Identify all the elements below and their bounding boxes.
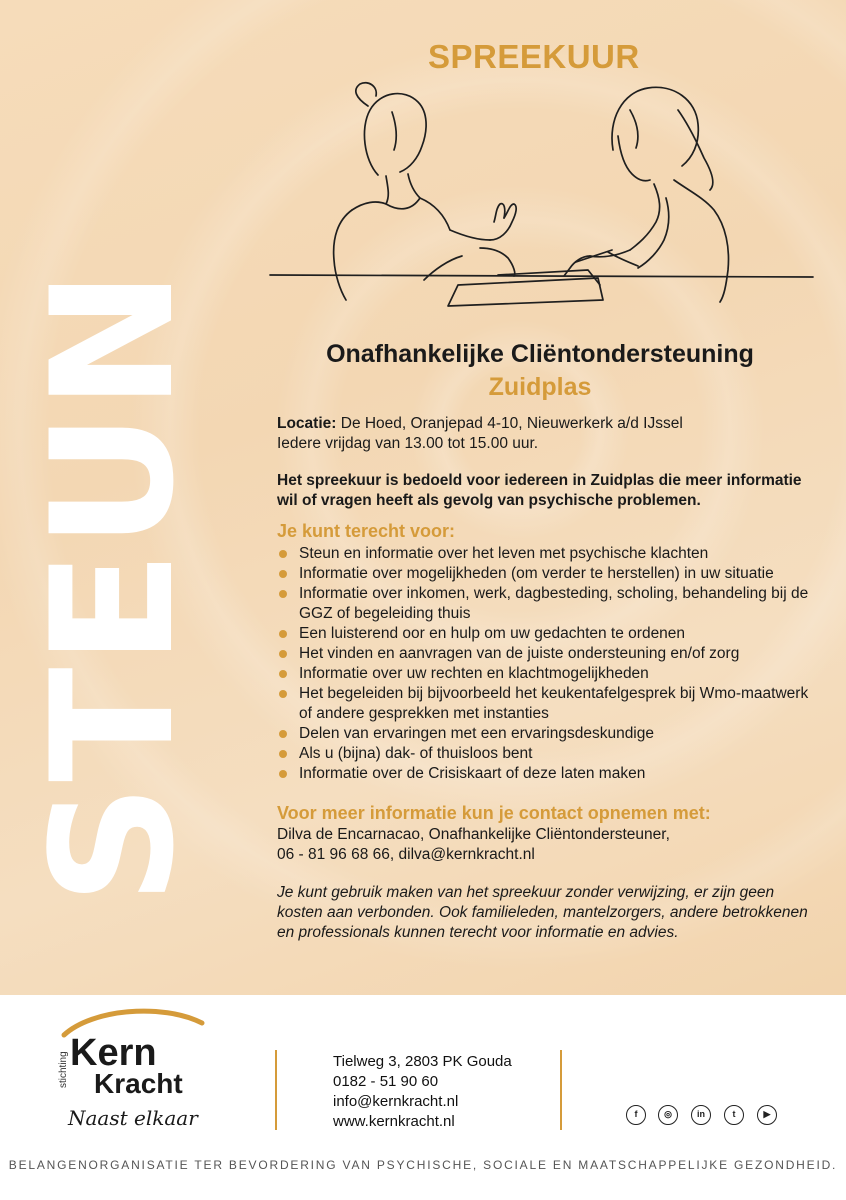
divider-left	[275, 1050, 277, 1130]
facebook-icon[interactable]: f	[626, 1105, 646, 1125]
linkedin-icon[interactable]: in	[691, 1105, 711, 1125]
logo-slogan: Naast elkaar	[68, 1106, 198, 1130]
bullet-icon	[279, 550, 287, 558]
twitter-icon[interactable]: t	[724, 1105, 744, 1125]
list-item: Informatie over inkomen, werk, dagbesteding, scholing, behandeling bij de GGZ of begeleiding thuis	[277, 584, 817, 624]
bullet-icon	[279, 730, 287, 738]
email-link[interactable]: info@kernkracht.nl	[333, 1093, 459, 1110]
list-item: Het begeleiden bij bijvoorbeeld het keukentafelgesprek bij Wmo-maatwerk of andere gesprekken met instanties	[277, 684, 817, 724]
footnote: Je kunt gebruik maken van het spreekuur zonder verwijzing, er zijn geen kosten aan verbonden. Ook familieleden, mantelzorgers, andere betrokkenen en professionals kunnen terecht voor informatie en advies.	[277, 884, 808, 941]
address-line: Tielweg 3, 2803 PK Gouda	[333, 1053, 512, 1070]
list-heading: Je kunt terecht voor:	[277, 521, 456, 541]
contact-block	[277, 825, 817, 865]
location-label: Locatie:	[277, 415, 337, 432]
bullet-icon	[279, 690, 287, 698]
youtube-icon[interactable]: ▶	[757, 1105, 777, 1125]
intro-text: Het spreekuur is bedoeld voor iedereen in Zuidplas die meer informatie wil of vragen heeft als gevolg van psychische problemen.	[277, 472, 802, 509]
list-item: Informatie over mogelijkheden (om verder te herstellen) in uw situatie	[277, 564, 817, 584]
footer-address	[333, 1052, 512, 1132]
list-item: Het vinden en aanvragen van de juiste ondersteuning en/of zorg	[277, 644, 817, 664]
contact-name: Dilva de Encarnacao, Onafhankelijke Cliëntondersteuner,	[277, 826, 670, 843]
list-item: Informatie over de Crisiskaart of deze laten maken	[277, 764, 817, 784]
header-label: SPREEKUUR	[428, 38, 640, 75]
logo-small-text: stichting	[58, 1051, 69, 1088]
bullet-icon	[279, 570, 287, 578]
bullet-icon	[279, 590, 287, 598]
divider-right	[560, 1050, 562, 1130]
page-subtitle: Zuidplas	[488, 373, 592, 401]
conversation-illustration	[268, 80, 816, 318]
logo-kern: Kern	[70, 1032, 157, 1074]
kernkracht-logo[interactable]	[52, 1003, 212, 1133]
contact-heading: Voor meer informatie kun je contact opnemen met:	[277, 803, 711, 823]
location-time: Iedere vrijdag van 13.00 tot 15.00 uur.	[277, 435, 539, 452]
bullet-icon	[279, 770, 287, 778]
services-list	[277, 544, 817, 784]
bullet-icon	[279, 670, 287, 678]
contact-details[interactable]: 06 - 81 96 68 66, dilva@kernkracht.nl	[277, 846, 535, 863]
bullet-icon	[279, 650, 287, 658]
list-item: Steun en informatie over het leven met psychische klachten	[277, 544, 817, 564]
website-link[interactable]: www.kernkracht.nl	[333, 1113, 455, 1130]
logo-kracht: Kracht	[94, 1068, 183, 1099]
page-title: Onafhankelijke Cliëntondersteuning	[326, 340, 754, 368]
phone-line[interactable]: 0182 - 51 90 60	[333, 1073, 439, 1090]
instagram-icon[interactable]: ◎	[658, 1105, 678, 1125]
footer-tagline: BELANGENORGANISATIE TER BEVORDERING VAN PSYCHISCHE, SOCIALE EN MAATSCHAPPELIJKE GEZONDHEID.	[8, 1158, 838, 1172]
list-item: Informatie over uw rechten en klachtmogelijkheden	[277, 664, 817, 684]
bullet-icon	[279, 630, 287, 638]
list-item: Als u (bijna) dak- of thuisloos bent	[277, 744, 817, 764]
list-item: Een luisterend oor en hulp om uw gedachten te ordenen	[277, 624, 817, 644]
bullet-icon	[279, 750, 287, 758]
location-line	[277, 414, 817, 434]
location-block	[277, 414, 817, 454]
side-word-steun: STEUN	[15, 267, 211, 905]
list-item: Delen van ervaringen met een ervaringsdeskundige	[277, 724, 817, 744]
location-address: De Hoed, Oranjepad 4-10, Nieuwerkerk a/d IJssel	[336, 415, 683, 432]
